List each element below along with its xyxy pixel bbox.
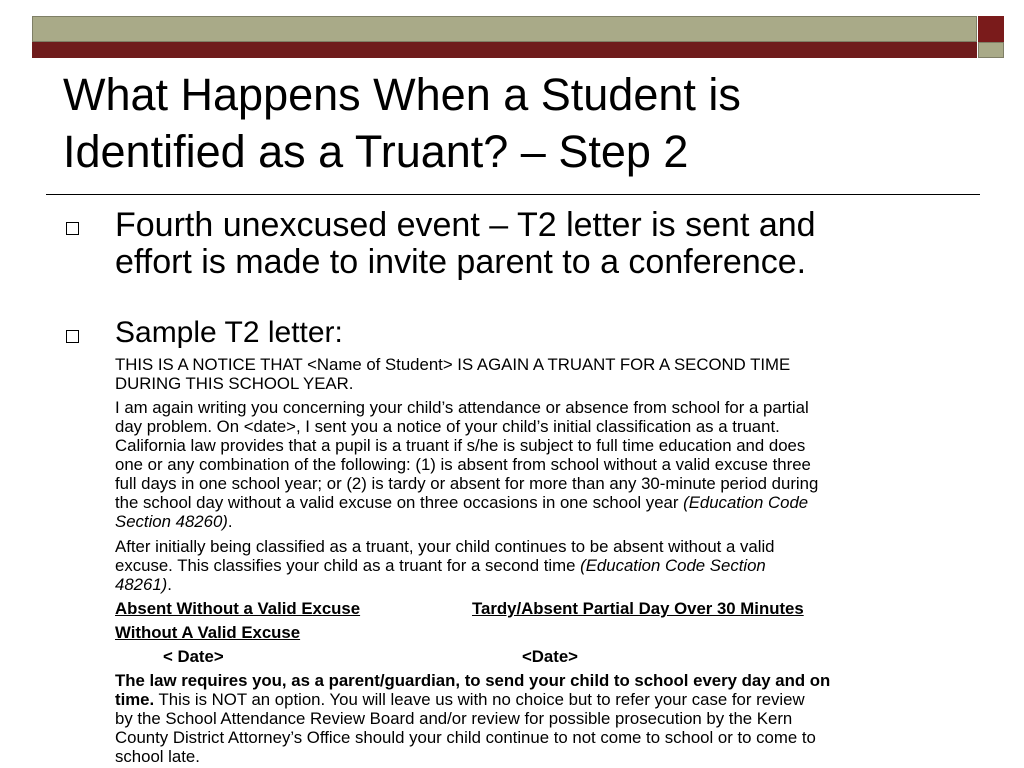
education-code-citation: (Education Code (683, 493, 809, 512)
letter-law-line-1: The law requires you, as a parent/guardian, to send your child to school every day and on (115, 671, 831, 690)
letter-law-line-2-text: This is NOT an option. You will leave us with no choice but to refer your case for review (154, 690, 805, 709)
letter-body-line-4: one or any combination of the following: (1) is absent from school without a valid excuse three (115, 455, 811, 474)
letter-body-line-3: California law provides that a pupil is a truant if s/he is subject to full time education and does (115, 436, 806, 455)
header-maroon-stripe (32, 42, 977, 58)
letter-body-line-7 (115, 512, 995, 531)
letter-second-truant-period: . (167, 575, 172, 594)
slide-title-line-2: Identified as a Truant? – Step 2 (63, 126, 689, 177)
letter-notice-paragraph (115, 355, 995, 393)
square-bullet-icon (66, 330, 79, 343)
bullet-sample-letter: Sample T2 letter: (115, 316, 343, 349)
letter-body-line-1: I am again writing you concerning your child’s attendance or absence from school for a partial (115, 398, 809, 417)
letter-law-line-4: County District Attorney’s Office should your child continue to not come to school or to come to (115, 728, 816, 747)
letter-law-line-5: school late. (115, 747, 200, 766)
letter-body-line-2: day problem. On <date>, I sent you a notice of your child’s initial classification as a truant. (115, 417, 780, 436)
bullet-fourth-event-line-1: Fourth unexcused event – T2 letter is sent and (115, 206, 816, 244)
letter-notice-line-1: THIS IS A NOTICE THAT <Name of Student> IS AGAIN A TRUANT FOR A SECOND TIME (115, 355, 791, 374)
letter-law-paragraph (115, 671, 995, 766)
header-olive-bar (32, 16, 977, 42)
absent-date-placeholder: < Date> (163, 647, 224, 666)
slide-title (63, 66, 963, 180)
letter-second-truant-line-2-text: excuse. This classifies your child as a truant for a second time (115, 556, 581, 575)
tardy-date-placeholder: <Date> (522, 647, 578, 666)
letter-second-truant-line-2 (115, 556, 995, 575)
letter-law-line-2 (115, 690, 995, 709)
letter-body-line-5: full days in one school year; or (2) is tardy or absent for more than any 30-minute period during (115, 474, 819, 493)
header-corner-maroon-square (978, 16, 1004, 42)
letter-body-line-6-text: the school day without a valid excuse on three occasions in one school year (115, 493, 684, 512)
bullet-fourth-event-line-2: effort is made to invite parent to a conference. (115, 243, 807, 281)
education-code-section: Section 48260) (115, 512, 228, 531)
title-divider (46, 194, 980, 195)
square-bullet-icon (66, 222, 79, 235)
letter-notice-line-2: DURING THIS SCHOOL YEAR. (115, 374, 354, 393)
letter-second-truant-line-3 (115, 575, 995, 594)
header-corner-olive-square (978, 42, 1004, 58)
letter-law-time: time. (115, 690, 155, 709)
letter-body-line-6 (115, 493, 995, 512)
letter-body-period: . (227, 512, 233, 531)
letter-law-line-3: by the School Attendance Review Board and/or review for possible prosecution by the Kern (115, 709, 793, 728)
slide-title-line-1: What Happens When a Student is (63, 69, 741, 120)
letter-second-truant-line-1: After initially being classified as a truant, your child continues to be absent without a valid (115, 537, 775, 556)
absent-heading: Absent Without a Valid Excuse (115, 599, 361, 618)
letter-second-truant-paragraph (115, 537, 995, 594)
education-code-citation-2: (Education Code Section (580, 556, 766, 575)
education-code-section-2: 48261) (115, 575, 168, 594)
letter-body-paragraph (115, 398, 995, 531)
tardy-heading: Tardy/Absent Partial Day Over 30 Minutes (472, 599, 804, 618)
absent-heading-line-2: Without A Valid Excuse (115, 623, 301, 642)
